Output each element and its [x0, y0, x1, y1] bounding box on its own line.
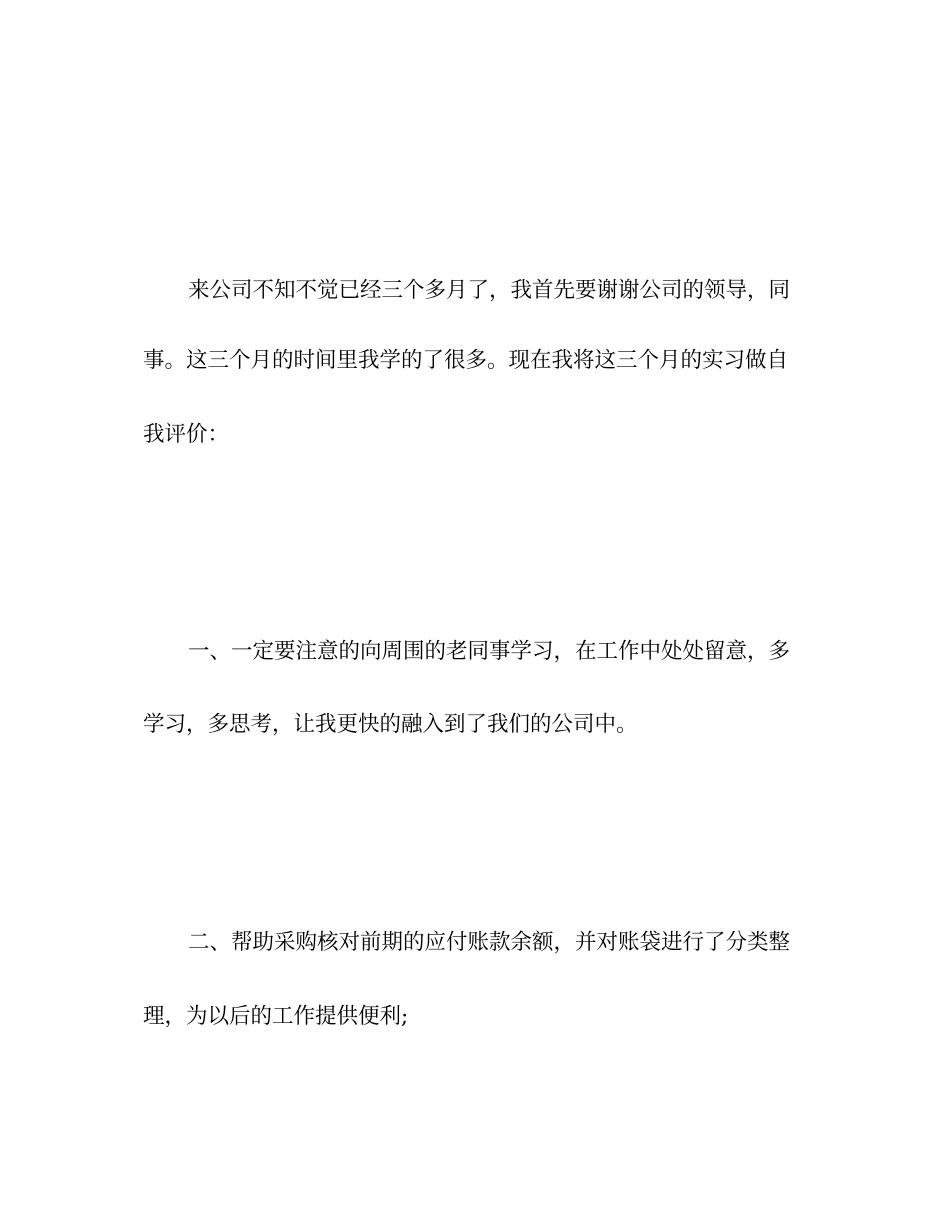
- paragraph-2-line-2: 学习，多思考，让我更快的融入到了我们的公司中。: [143, 712, 638, 737]
- paragraph-1-line-3: 我评价：: [143, 422, 230, 447]
- paragraph-2-line-1: 一、一定要注意的向周围的老同事学习，在工作中处处留意，多: [188, 639, 791, 664]
- paragraph-1-line-2: 事。这三个月的时间里我学的了很多。现在我将这三个月的实习做自: [143, 348, 789, 373]
- paragraph-3-line-1: 二、帮助采购核对前期的应付账款余额，并对账袋进行了分类整: [188, 930, 791, 955]
- paragraph-1-line-1: 来公司不知不觉已经三个多月了，我首先要谢谢公司的领导，同: [188, 278, 791, 303]
- paragraph-3-line-2: 理，为以后的工作提供便利;: [143, 1004, 409, 1029]
